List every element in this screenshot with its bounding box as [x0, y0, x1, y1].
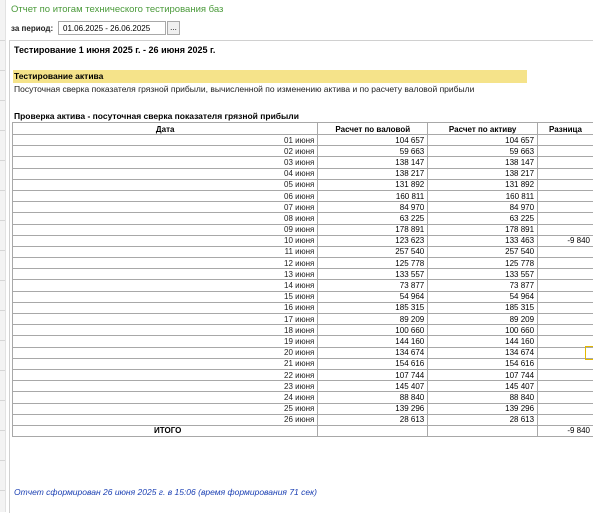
table-row	[13, 135, 593, 146]
row-diff	[538, 280, 593, 291]
row-diff	[538, 325, 593, 336]
row-gross: 123 623	[318, 235, 428, 246]
period-input[interactable]: 01.06.2025 - 26.06.2025	[58, 21, 166, 35]
row-diff	[538, 302, 593, 313]
row-gross: 63 225	[318, 213, 428, 224]
row-gross: 257 540	[318, 246, 428, 257]
row-date: 16 июня	[13, 302, 318, 313]
table-row	[13, 325, 593, 336]
row-asset: 154 616	[428, 358, 538, 369]
row-asset: 125 778	[428, 258, 538, 269]
row-gross: 59 663	[318, 146, 428, 157]
row-gross: 28 613	[318, 414, 428, 425]
row-gross: 144 160	[318, 336, 428, 347]
row-diff	[538, 291, 593, 302]
row-asset: 133 557	[428, 269, 538, 280]
row-diff	[538, 314, 593, 325]
row-gross: 54 964	[318, 291, 428, 302]
row-date: 04 июня	[13, 168, 318, 179]
row-date: 12 июня	[13, 258, 318, 269]
table-caption: Проверка актива - посуточная сверка показателя грязной прибыли	[14, 111, 299, 121]
table-row	[13, 224, 593, 235]
row-diff	[538, 157, 593, 168]
table-row	[13, 414, 593, 425]
total-row	[13, 425, 593, 436]
row-diff	[538, 246, 593, 257]
row-date: 18 июня	[13, 325, 318, 336]
row-gross: 73 877	[318, 280, 428, 291]
row-gross: 145 407	[318, 381, 428, 392]
row-date: 01 июня	[13, 135, 318, 146]
row-gross: 139 296	[318, 403, 428, 414]
table-row	[13, 369, 593, 380]
table-row	[13, 246, 593, 257]
row-diff	[538, 168, 593, 179]
row-asset: 185 315	[428, 302, 538, 313]
table-row	[13, 302, 593, 313]
row-asset: 104 657	[428, 135, 538, 146]
row-date: 02 июня	[13, 146, 318, 157]
row-asset: 59 663	[428, 146, 538, 157]
row-asset: 63 225	[428, 213, 538, 224]
column-header-diff: Разница	[538, 123, 593, 135]
table-row	[13, 358, 593, 369]
row-gross: 104 657	[318, 135, 428, 146]
row-diff	[538, 146, 593, 157]
row-gross: 178 891	[318, 224, 428, 235]
column-header-date: Дата	[13, 123, 318, 135]
table-row	[13, 213, 593, 224]
table-row	[13, 403, 593, 414]
row-date: 03 июня	[13, 157, 318, 168]
table-row	[13, 392, 593, 403]
row-asset: 133 463	[428, 235, 538, 246]
row-asset: 131 892	[428, 179, 538, 190]
row-date: 08 июня	[13, 213, 318, 224]
active-cell-marker[interactable]	[585, 346, 593, 360]
row-gross: 125 778	[318, 258, 428, 269]
table-row	[13, 235, 593, 246]
row-diff	[538, 381, 593, 392]
row-gross: 131 892	[318, 179, 428, 190]
table-row	[13, 258, 593, 269]
row-asset: 145 407	[428, 381, 538, 392]
row-asset: 107 744	[428, 369, 538, 380]
table-row	[13, 280, 593, 291]
table-row	[13, 347, 593, 358]
row-diff	[538, 258, 593, 269]
row-date: 24 июня	[13, 392, 318, 403]
row-asset: 138 147	[428, 157, 538, 168]
row-date: 23 июня	[13, 381, 318, 392]
row-date: 14 июня	[13, 280, 318, 291]
left-panel-strip	[0, 0, 6, 512]
row-gross: 185 315	[318, 302, 428, 313]
row-asset: 139 296	[428, 403, 538, 414]
row-gross: 107 744	[318, 369, 428, 380]
row-date: 05 июня	[13, 179, 318, 190]
row-gross: 89 209	[318, 314, 428, 325]
row-diff	[538, 213, 593, 224]
row-asset: 73 877	[428, 280, 538, 291]
row-gross: 100 660	[318, 325, 428, 336]
table-row	[13, 157, 593, 168]
table-header-row	[13, 123, 593, 135]
row-diff	[538, 403, 593, 414]
row-gross: 138 217	[318, 168, 428, 179]
row-diff	[538, 190, 593, 201]
period-label: за период:	[11, 24, 53, 33]
section-description: Посуточная сверка показателя грязной прибыли, вычисленной по изменению актива и по расчету валовой прибыли	[14, 84, 474, 94]
table-row	[13, 168, 593, 179]
row-asset: 88 840	[428, 392, 538, 403]
total-diff: -9 840	[538, 425, 593, 436]
row-diff	[538, 224, 593, 235]
row-gross: 133 557	[318, 269, 428, 280]
table-row	[13, 190, 593, 201]
reconciliation-table	[12, 122, 593, 437]
section-title: Тестирование актива	[14, 71, 103, 81]
table-row	[13, 291, 593, 302]
row-date: 21 июня	[13, 358, 318, 369]
row-date: 25 июня	[13, 403, 318, 414]
row-diff	[538, 369, 593, 380]
row-gross: 154 616	[318, 358, 428, 369]
row-diff	[538, 392, 593, 403]
table-row	[13, 269, 593, 280]
report-document[interactable]	[9, 40, 593, 513]
row-gross: 84 970	[318, 202, 428, 213]
column-header-asset: Расчет по активу	[428, 123, 538, 135]
row-asset: 144 160	[428, 336, 538, 347]
row-date: 17 июня	[13, 314, 318, 325]
row-date: 22 июня	[13, 369, 318, 380]
row-date: 15 июня	[13, 291, 318, 302]
report-footer: Отчет сформирован 26 июня 2025 г. в 15:06 (время формирования 71 сек)	[14, 487, 317, 497]
row-diff: -9 840	[538, 235, 593, 246]
row-date: 11 июня	[13, 246, 318, 257]
table-row	[13, 179, 593, 190]
table-row	[13, 381, 593, 392]
total-asset-cell	[428, 425, 538, 436]
total-label: ИТОГО	[13, 425, 318, 436]
table-row	[13, 314, 593, 325]
table-row	[13, 336, 593, 347]
row-date: 10 июня	[13, 235, 318, 246]
row-asset: 54 964	[428, 291, 538, 302]
row-asset: 138 217	[428, 168, 538, 179]
row-asset: 89 209	[428, 314, 538, 325]
row-asset: 160 811	[428, 190, 538, 201]
total-gross-cell	[318, 425, 428, 436]
period-select-button[interactable]: ...	[167, 21, 180, 35]
row-date: 20 июня	[13, 347, 318, 358]
row-asset: 84 970	[428, 202, 538, 213]
report-title: Тестирование 1 июня 2025 г. - 26 июня 2025 г.	[14, 45, 215, 55]
table-row	[13, 146, 593, 157]
window-title: Отчет по итогам технического тестирования баз	[11, 4, 223, 15]
row-gross: 88 840	[318, 392, 428, 403]
row-date: 07 июня	[13, 202, 318, 213]
row-date: 19 июня	[13, 336, 318, 347]
row-gross: 138 147	[318, 157, 428, 168]
row-asset: 134 674	[428, 347, 538, 358]
row-diff	[538, 202, 593, 213]
row-asset: 178 891	[428, 224, 538, 235]
row-gross: 160 811	[318, 190, 428, 201]
row-diff	[538, 179, 593, 190]
row-date: 06 июня	[13, 190, 318, 201]
row-asset: 100 660	[428, 325, 538, 336]
row-date: 09 июня	[13, 224, 318, 235]
column-header-gross: Расчет по валовой	[318, 123, 428, 135]
row-diff	[538, 269, 593, 280]
row-asset: 28 613	[428, 414, 538, 425]
row-gross: 134 674	[318, 347, 428, 358]
row-asset: 257 540	[428, 246, 538, 257]
row-date: 13 июня	[13, 269, 318, 280]
table-row	[13, 202, 593, 213]
row-date: 26 июня	[13, 414, 318, 425]
row-diff	[538, 135, 593, 146]
row-diff	[538, 414, 593, 425]
